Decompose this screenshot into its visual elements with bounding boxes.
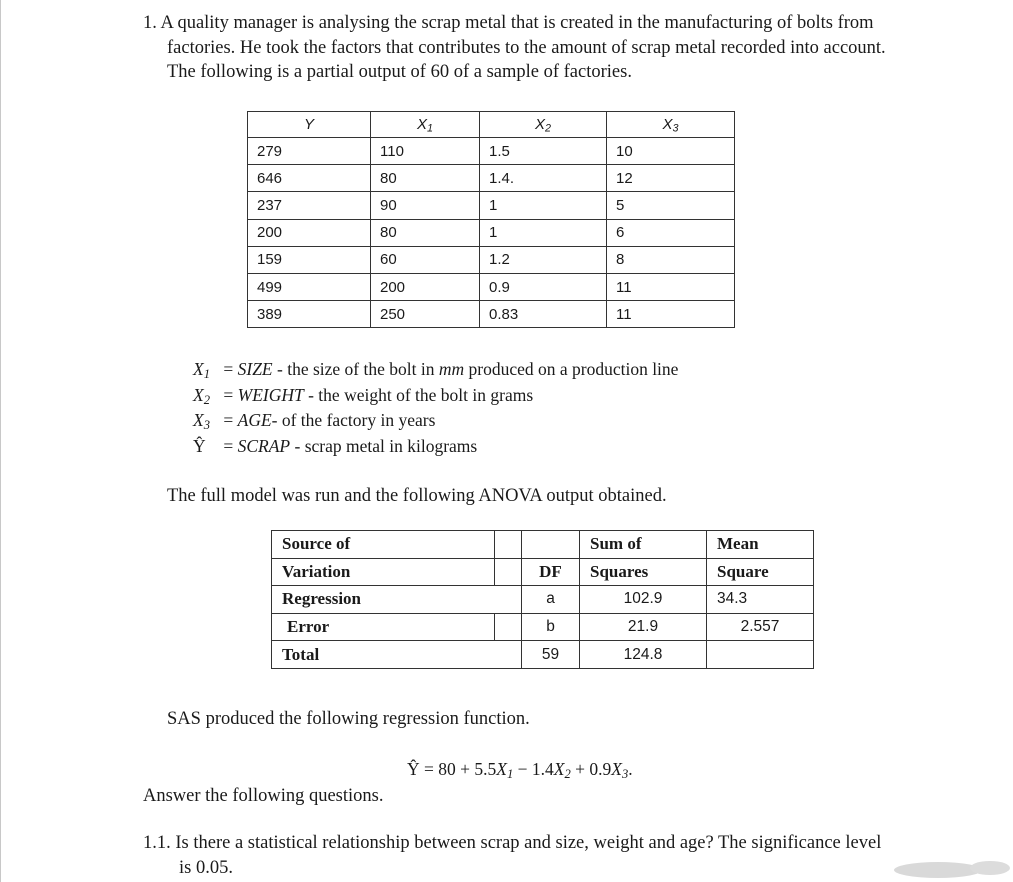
table-cell: 200 — [371, 273, 480, 300]
variable-definitions — [193, 357, 678, 460]
table-cell: Source of — [272, 531, 495, 559]
table-cell: 102.9 — [580, 586, 707, 614]
table-cell: 59 — [522, 641, 580, 669]
header-y: Y — [248, 112, 371, 138]
header-x1: $X_1$ — [371, 112, 480, 138]
table-cell: 200 — [248, 219, 371, 246]
table-cell: 80 — [371, 165, 480, 192]
table-cell: 159 — [248, 246, 371, 273]
anova-row-regression — [272, 586, 814, 614]
table-cell: 1 — [480, 192, 607, 219]
table-cell: 11 — [607, 273, 735, 300]
table-cell: 499 — [248, 273, 371, 300]
table-cell: 1.5 — [480, 138, 607, 165]
table-cell: 250 — [371, 301, 480, 328]
question-intro — [143, 11, 886, 85]
data-table-header — [248, 112, 735, 138]
table-cell: 90 — [371, 192, 480, 219]
table-cell: 646 — [248, 165, 371, 192]
page-edge — [0, 0, 1, 882]
anova-row-total — [272, 641, 814, 669]
table-cell: 110 — [371, 138, 480, 165]
table-cell — [707, 641, 814, 669]
table-cell — [522, 531, 580, 559]
table-cell — [495, 613, 522, 641]
question-line-2: factories. He took the factors that contributes to the amount of scrap metal recorded into account. — [167, 37, 886, 58]
table-row — [248, 219, 735, 246]
table-row — [248, 301, 735, 328]
question-1-1 — [143, 831, 881, 880]
table-cell: Regression — [272, 586, 522, 614]
header-x2: $X_2$ — [480, 112, 607, 138]
table-row — [248, 138, 735, 165]
table-cell: 21.9 — [580, 613, 707, 641]
table-cell: 0.83 — [480, 301, 607, 328]
table-cell: Mean — [707, 531, 814, 559]
table-cell: 6 — [607, 219, 735, 246]
definition-x3: $X_3 = AGE-$ of the factory in years — [193, 410, 436, 433]
table-cell: 124.8 — [580, 641, 707, 669]
definition-yhat: Ŷ = SCRAP - scrap metal in kilograms — [193, 436, 478, 457]
table-cell: Sum of — [580, 531, 707, 559]
sas-text: SAS produced the following regression function. — [167, 709, 530, 729]
definition-x2: $X_2$ = WEIGHT - the weight of the bolt in grams — [193, 384, 534, 407]
table-row — [248, 246, 735, 273]
table-cell: 60 — [371, 246, 480, 273]
table-cell: 12 — [607, 165, 735, 192]
question-1-1-line-2: is 0.05. — [179, 857, 233, 878]
anova-intro: The full model was run and the following ANOVA output obtained. — [167, 486, 667, 506]
table-row — [248, 273, 735, 300]
question-line-1: 1. A quality manager is analysing the scrap metal that is created in the manufacturing of bolts from — [143, 13, 874, 33]
anova-header-row-1 — [272, 531, 814, 559]
table-cell: 10 — [607, 138, 735, 165]
table-cell: Square — [707, 558, 814, 586]
table-cell: 11 — [607, 301, 735, 328]
definition-x1: $X_1$ = SIZE - the size of the bolt in mm produced on a production line — [193, 359, 679, 382]
anova-table — [271, 530, 814, 669]
table-cell: 1 — [480, 219, 607, 246]
question-1-1-line-1: 1.1. Is there a statistical relationship between scrap and size, weight and age? The significance level — [143, 833, 882, 853]
table-cell: Total — [272, 641, 522, 669]
table-cell: 389 — [248, 301, 371, 328]
table-cell: Squares — [580, 558, 707, 586]
table-cell: 1.4. — [480, 165, 607, 192]
table-cell: 80 — [371, 219, 480, 246]
table-cell: 8 — [607, 246, 735, 273]
table-cell: Variation — [272, 558, 495, 586]
table-cell — [495, 558, 522, 586]
table-cell: Error — [272, 613, 495, 641]
anova-row-error — [272, 613, 814, 641]
table-cell: b — [522, 613, 580, 641]
table-cell: 34.3 — [707, 586, 814, 614]
table-cell: 1.2 — [480, 246, 607, 273]
header-x3: $X_3$ — [607, 112, 735, 138]
data-table — [247, 111, 735, 328]
table-cell: 237 — [248, 192, 371, 219]
table-cell: 5 — [607, 192, 735, 219]
smudge-mark — [888, 858, 1013, 882]
table-cell: 2.557 — [707, 613, 814, 641]
table-cell: DF — [522, 558, 580, 586]
table-row — [248, 192, 735, 219]
table-cell: 0.9 — [480, 273, 607, 300]
answer-instructions: Answer the following questions. — [143, 786, 384, 806]
regression-equation: Ŷ = $80 + 5.5X_1 - 1.4X_2 + 0.9X_3$. — [407, 759, 633, 782]
question-line-3: The following is a partial output of 60 of a sample of factories. — [167, 62, 632, 82]
table-cell — [495, 531, 522, 559]
table-row — [248, 165, 735, 192]
table-cell: 279 — [248, 138, 371, 165]
table-cell: a — [522, 586, 580, 614]
anova-header-row-2 — [272, 558, 814, 586]
